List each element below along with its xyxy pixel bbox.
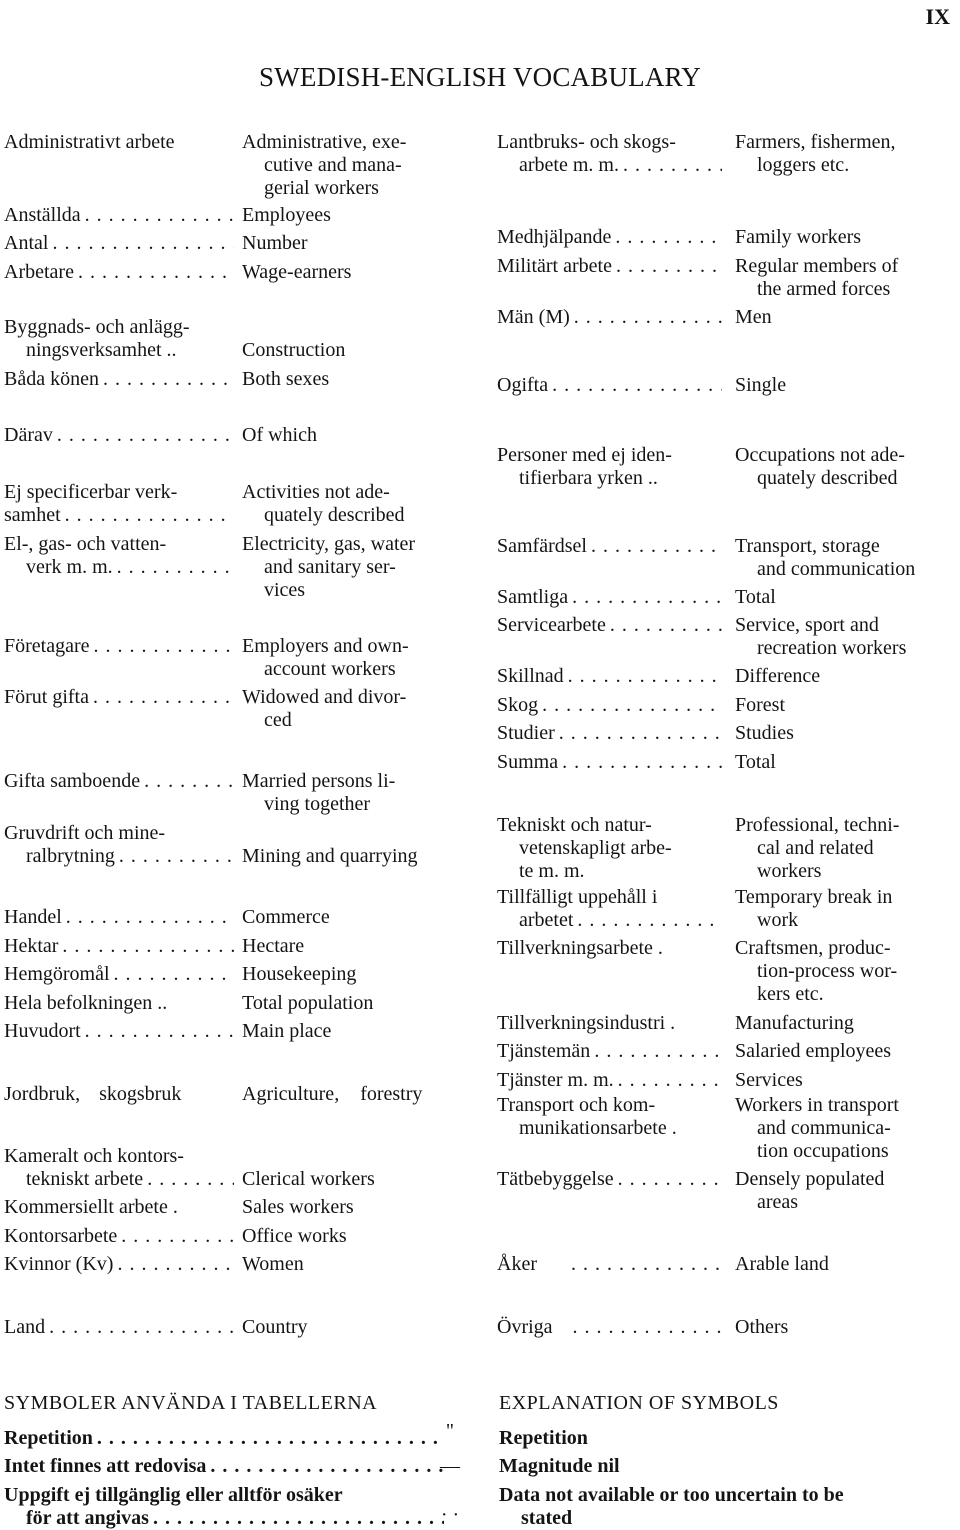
symbol-row-english: Data not available or too uncertain to be stated — [499, 1484, 844, 1529]
vocab-entry: Hemgöromål . . . — [4, 963, 234, 986]
vocab-translation: Temporary break in work — [735, 886, 893, 931]
vocab-translation: Men — [735, 306, 772, 328]
vocab-entry: El-, gas- och vatten- verk m. m. . . . — [4, 533, 234, 579]
vocab-translation: Agriculture, forestry — [242, 1083, 423, 1105]
symbol-row-english: Repetition — [499, 1427, 588, 1449]
vocab-translation: Of which — [242, 424, 317, 446]
vocab-entry: Ej specificerbar verk- samhet . . . — [4, 481, 234, 527]
vocab-translation: Total — [735, 586, 776, 608]
vocab-entry: Båda könen . . . — [4, 368, 234, 391]
vocab-translation: Housekeeping — [242, 963, 357, 985]
page-title: SWEDISH-ENGLISH VOCABULARY — [259, 62, 701, 92]
vocab-entry: Företagare . . . — [4, 635, 234, 658]
vocab-entry: Hela befolkningen .. — [4, 992, 168, 1014]
vocab-translation: Women — [242, 1253, 304, 1275]
vocab-entry: Servicearbete . . . — [497, 614, 722, 637]
vocab-translation: Employees — [242, 204, 331, 226]
vocab-translation: Services — [735, 1069, 803, 1091]
vocab-translation: Farmers, fishermen, loggers etc. — [735, 131, 896, 176]
vocab-translation: Construction — [242, 339, 346, 361]
vocab-entry: Antal . . . — [4, 232, 234, 255]
vocab-entry: Skog . . . — [497, 694, 722, 717]
vocab-entry: Samtliga . . . — [497, 586, 722, 609]
vocab-translation: Wage-earners — [242, 261, 352, 283]
vocab-translation: Main place — [242, 1020, 332, 1042]
vocab-entry: Ogifta . . . — [497, 374, 722, 397]
vocab-entry: Personer med ej iden- tifierbara yrken .. — [497, 444, 672, 489]
vocab-entry: Lantbruks- och skogs- arbete m. m. . . . — [497, 131, 722, 177]
vocab-translation: Craftsmen, produc- tion-process wor- kers etc. — [735, 937, 898, 1005]
vocab-translation: Professional, techni- cal and related workers — [735, 814, 900, 882]
symbols-heading-english: EXPLANATION OF SYMBOLS — [499, 1392, 779, 1414]
vocab-translation: Office works — [242, 1225, 347, 1247]
vocab-entry: Män (M) . . . — [497, 306, 722, 329]
vocab-entry: Förut gifta . . . — [4, 686, 234, 709]
vocab-entry: Kommersiellt arbete . — [4, 1196, 178, 1218]
symbol-mark: " — [445, 1420, 455, 1442]
vocab-translation: Total — [735, 751, 776, 773]
vocab-entry: Samfärdsel . . . — [497, 535, 722, 558]
symbol-row-english: Magnitude nil — [499, 1455, 620, 1477]
vocab-entry: Handel . . . — [4, 906, 234, 929]
vocab-translation: Workers in transport and communica- tion occupations — [735, 1094, 899, 1162]
vocab-entry: Anställda . . . — [4, 204, 234, 227]
vocab-translation: Single — [735, 374, 787, 396]
vocab-entry: Summa . . . — [497, 751, 722, 774]
vocab-entry: Tätbebyggelse . . . — [497, 1168, 722, 1191]
vocab-translation: Administrative, exe- cutive and mana- gerial workers — [242, 131, 407, 199]
vocab-translation: Widowed and divor- ced — [242, 686, 407, 731]
vocab-entry: Administrativt arbete — [4, 131, 175, 153]
vocab-entry: Tillverkningsarbete . — [497, 937, 663, 959]
vocab-entry: Tjänster m. m. . . . — [497, 1069, 722, 1092]
vocab-entry: Arbetare . . . — [4, 261, 234, 284]
vocab-entry: Kameralt och kontors- tekniskt arbete . . . — [4, 1145, 234, 1191]
vocab-entry: Studier . . . — [497, 722, 722, 745]
vocab-translation: Service, sport and recreation workers — [735, 614, 907, 659]
vocab-entry: Kvinnor (Kv) . . . — [4, 1253, 234, 1276]
vocab-translation: Employers and own- account workers — [242, 635, 409, 680]
symbol-row-swedish: Repetition . . . — [4, 1427, 444, 1450]
vocab-entry: Tekniskt och natur- vetenskapligt arbe- te m. m. — [497, 814, 672, 882]
symbols-heading-swedish: SYMBOLER ANVÄNDA I TABELLERNA — [4, 1392, 378, 1414]
symbol-row-swedish: Intet finnes att redovisa . . . — [4, 1455, 444, 1478]
vocab-entry: Övriga . . . — [497, 1316, 722, 1339]
vocab-entry: Tjänstemän . . . — [497, 1040, 722, 1063]
vocab-entry: Tillverkningsindustri . — [497, 1012, 676, 1034]
vocab-translation: Transport, storage and communication — [735, 535, 916, 580]
vocab-entry: Gifta samboende . . . — [4, 770, 234, 793]
page-number: IX — [925, 4, 950, 29]
vocab-translation: Hectare — [242, 935, 305, 957]
vocab-entry: Huvudort . . . — [4, 1020, 234, 1043]
vocab-entry: Land . . . — [4, 1316, 234, 1339]
vocab-translation: Country — [242, 1316, 308, 1338]
vocab-translation: Total population — [242, 992, 374, 1014]
vocab-translation: Salaried employees — [735, 1040, 892, 1062]
vocab-entry: Tillfälligt uppehåll i arbetet . . . — [497, 886, 722, 932]
vocab-translation: Studies — [735, 722, 794, 744]
vocab-translation: Difference — [735, 665, 821, 687]
vocab-translation: Clerical workers — [242, 1168, 375, 1190]
vocab-entry: Skillnad . . . — [497, 665, 722, 688]
vocab-translation: Commerce — [242, 906, 330, 928]
vocab-translation: Densely populated areas — [735, 1168, 885, 1213]
vocab-translation: Sales workers — [242, 1196, 354, 1218]
vocab-translation: Electricity, gas, water and sanitary ser- vices — [242, 533, 416, 601]
vocab-entry: Därav . . . — [4, 424, 234, 447]
vocab-entry: Jordbruk, skogsbruk — [4, 1083, 182, 1105]
vocab-translation: Number — [242, 232, 308, 254]
vocab-entry: Transport och kom- munikationsarbete . — [497, 1094, 677, 1139]
vocab-translation: Activities not ade- quately described — [242, 481, 405, 526]
vocab-entry: Byggnads- och anlägg- ningsverksamhet .. — [4, 316, 190, 361]
vocab-entry: Hektar . . . — [4, 935, 234, 958]
vocab-translation: Both sexes — [242, 368, 330, 390]
vocab-entry: Åker . . . — [497, 1253, 722, 1276]
vocab-translation: Married persons li- ving together — [242, 770, 396, 815]
vocab-translation: Arable land — [735, 1253, 829, 1275]
vocab-entry: Gruvdrift och mine- ralbrytning . . . — [4, 822, 234, 868]
vocab-translation: Family workers — [735, 226, 862, 248]
vocab-translation: Others — [735, 1316, 789, 1338]
vocab-translation: Regular members of the armed forces — [735, 255, 899, 300]
vocab-translation: Forest — [735, 694, 785, 716]
vocab-translation: Mining and quarrying — [242, 845, 418, 867]
vocab-entry: Kontorsarbete . . . — [4, 1225, 234, 1248]
vocab-translation: Manufacturing — [735, 1012, 854, 1034]
vocab-entry: Militärt arbete . . . — [497, 255, 722, 278]
symbol-row-swedish: Uppgift ej tillgänglig eller alltför osäker för att angivas . . . — [4, 1484, 444, 1530]
vocab-entry: Medhjälpande . . . — [497, 226, 722, 249]
symbol-mark: — — [440, 1455, 460, 1477]
vocab-translation: Occupations not ade- quately described — [735, 444, 905, 489]
symbol-mark: · · — [440, 1504, 460, 1526]
